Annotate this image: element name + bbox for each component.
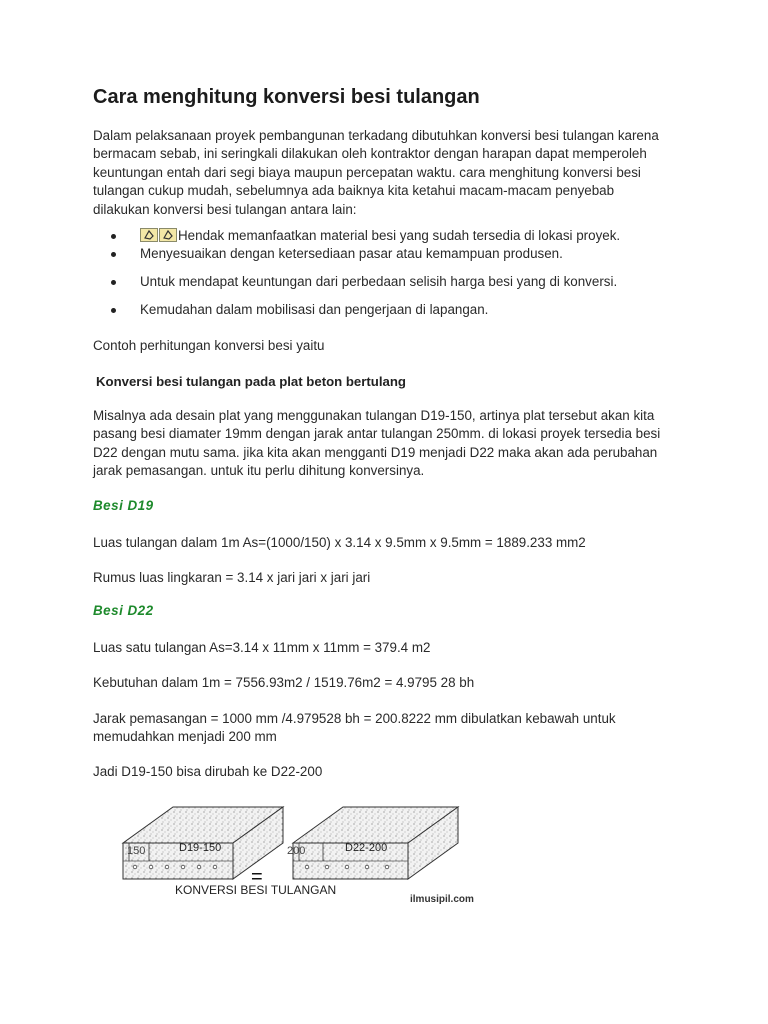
jarak-line: memudahkan menjadi 200 mm (93, 729, 277, 745)
bullet-dot (111, 252, 116, 257)
d22-luas-text: Luas satu tulangan As=3.14 x 11mm x 11mm = 379.4 m2 (93, 640, 431, 655)
conclusion-text: Jadi D19-150 bisa dirubah ke D22-200 (93, 764, 323, 779)
intro-line: bermacam sebab, ini seringkali dilakukan oleh kontraktor dengan harapan dapat memperoleh (93, 146, 647, 162)
list-item-text: Untuk mendapat keuntungan dari perbedaan selisih harga besi yang di konversi. (140, 274, 618, 289)
d19-rumus-text: Rumus luas lingkaran = 3.14 x jari jari x jari jari (93, 570, 371, 585)
example-paragraph (93, 407, 660, 481)
intro-line: Dalam pelaksanaan proyek pembangunan terkadang dibutuhkan konversi besi tulangan karena (93, 128, 659, 143)
intro-line: dilakukan konversi besi tulangan antara lain: (93, 201, 357, 217)
jarak-line: Jarak pemasangan = 1000 mm /4.979528 bh = 200.8222 mm dibulatkan kebawah untuk (93, 711, 616, 726)
example-line: pasang besi diamater 19mm dengan jarak antar tulangan 250mm. di lokasi proyek tersedia besi (93, 426, 661, 442)
list-item-text: Kemudahan dalam mobilisasi dan pengerjaan di lapangan. (140, 302, 489, 317)
section-subheading: Konversi besi tulangan pada plat beton bertulang (96, 374, 406, 389)
page-title: Cara menghitung konversi besi tulangan (93, 86, 480, 108)
list-item-text: Hendak memanfaatkan material besi yang sudah tersedia di lokasi proyek. (178, 228, 621, 243)
example-intro: Contoh perhitungan konversi besi yaitu (93, 338, 325, 353)
left-slab-label: D19-150 (179, 842, 222, 854)
besi-d19-heading: Besi D19 (93, 498, 154, 513)
bullet-dot (111, 280, 116, 285)
broken-image-icon (140, 228, 178, 245)
bullet-dot (111, 308, 116, 313)
list-item-text: Menyesuaikan dengan ketersediaan pasar atau kemampuan produsen. (140, 246, 563, 261)
d22-jarak-paragraph (93, 710, 616, 747)
example-line: jarak pemasangan. untuk itu perlu dihitung konversinya. (93, 463, 425, 479)
right-slab-label: D22-200 (345, 842, 388, 854)
intro-paragraph (93, 127, 659, 219)
left-spacing-label: 150 (127, 845, 146, 857)
equals-sign: = (251, 866, 263, 888)
intro-line: keuntungan entah dari segi biaya maupun percepatan waktu. cara menghitung konversi besi (93, 164, 641, 180)
conversion-figure (113, 805, 493, 920)
right-spacing-label: 200 (287, 845, 306, 857)
figure-caption: KONVERSI BESI TULANGAN (175, 883, 337, 897)
figure-watermark: ilmusipil.com (410, 894, 474, 905)
example-line: Misalnya ada desain plat yang menggunakan tulangan D19-150, artinya plat tersebut akan kita (93, 408, 655, 423)
besi-d22-heading: Besi D22 (93, 603, 154, 618)
slab-illustration (113, 805, 493, 915)
d22-kebutuhan-text: Kebutuhan dalam 1m = 7556.93m2 / 1519.76m2 = 4.9795 28 bh (93, 675, 475, 690)
bullet-dot (111, 234, 116, 239)
intro-line: tulangan cukup mudah, sebelumnya ada baiknya kita ketahui macam-macam penyebab (93, 183, 615, 199)
example-line: D22 dengan mutu sama. jika kita akan mengganti D19 menjadi D22 maka akan ada perubahan (93, 444, 658, 460)
d19-luas-text: Luas tulangan dalam 1m As=(1000/150) x 3.14 x 9.5mm x 9.5mm = 1889.233 mm2 (93, 535, 586, 550)
